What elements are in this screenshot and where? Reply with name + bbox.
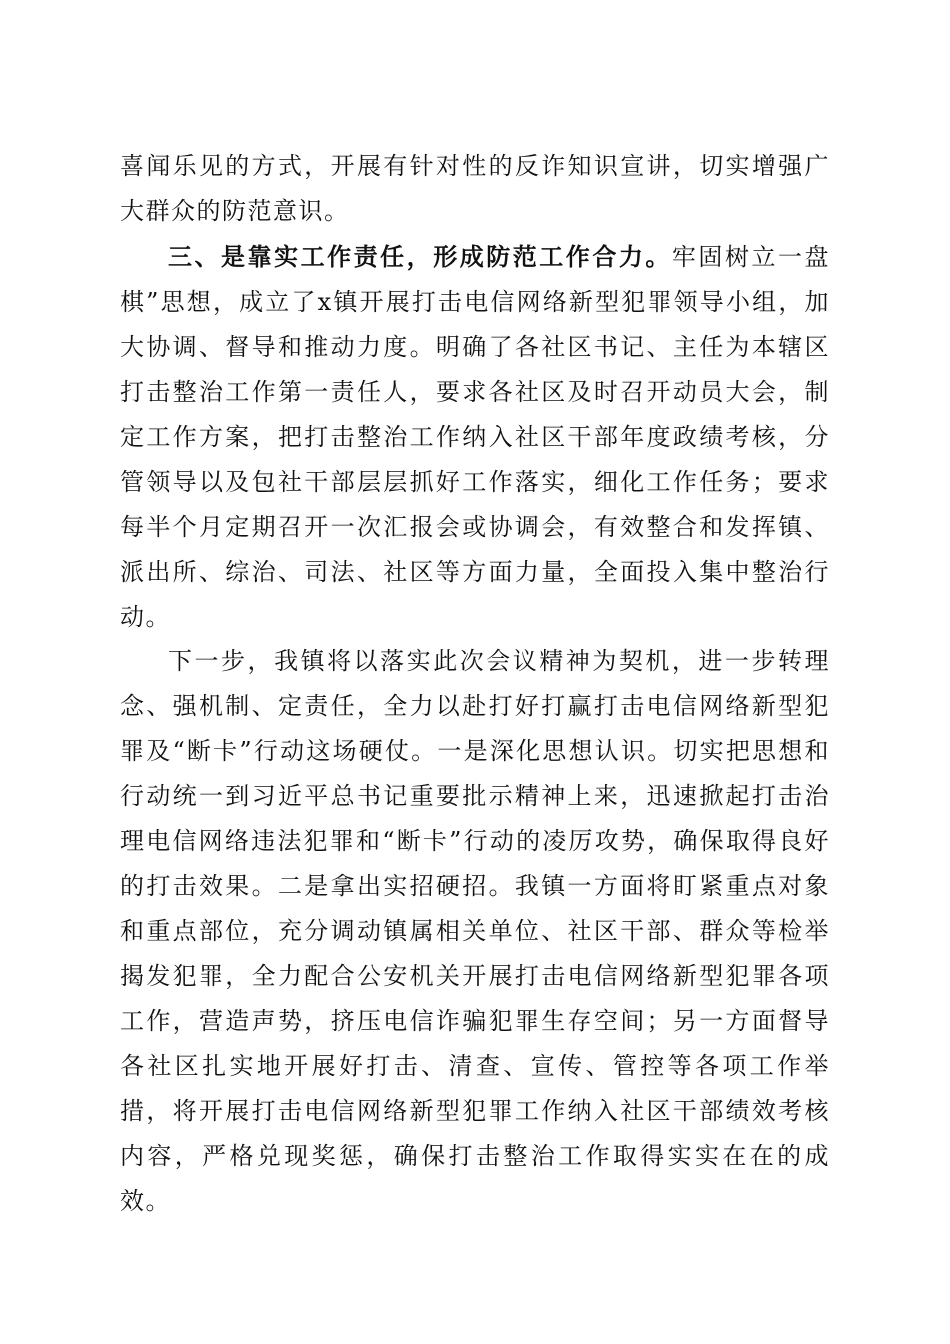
paragraph-continuation bbox=[120, 144, 830, 234]
paragraph-2 bbox=[120, 234, 830, 640]
paragraph-3-text: 下一步，我镇将以落实此次会议精神为契机，进一步转理念、强机制、定责任，全力以赴打好打赢打击电信网络新型犯罪及“断卡”行动这场硬仗。一是深化思想认识。切实把思想和行动统一到习近平总书记重要批示精神上来，迅速掀起打击治理电信网络违法犯罪和“断卡”行动的凌厉攻势，确保取得良好的打击效果。二是拿出实招硬招。我镇一方面将盯紧重点对象和重点部位，充分调动镇属相关单位、社区干部、群众等检举揭发犯罪，全力配合公安机关开展打击电信网络新型犯罪各项工作，营造声势，挤压电信诈骗犯罪生存空间；另一方面督导各社区扎实地开展好打击、清查、宣传、管控等各项工作举措，将开展打击电信网络新型犯罪工作纳入社区干部绩效考核内容，严格兑现奖惩，确保打击整治工作取得实实在在的成效。 bbox=[120, 647, 830, 1215]
paragraph-2-text: 牢固树立一盘棋”思想，成立了x镇开展打击电信网络新型犯罪领导小组，加大协调、督导和推动力度。明确了各社区书记、主任为本辖区打击整治工作第一责任人，要求各社区及时召开动员大会，制定工作方案，把打击整治工作纳入社区干部年度政绩考核，分管领导以及包社干部层层抓好工作落实，细化工作任务；要求每半个月定期召开一次汇报会或协调会，有效整合和发挥镇、派出所、综治、司法、社区等方面力量，全面投入集中整治行动。 bbox=[120, 243, 831, 631]
paragraph-1-text: 喜闻乐见的方式，开展有针对性的反诈知识宣讲，切实增强广大群众的防范意识。 bbox=[120, 152, 830, 225]
paragraph-2-heading: 三、是靠实工作责任，形成防范工作合力。 bbox=[168, 242, 672, 271]
paragraph-next-steps bbox=[120, 639, 830, 1224]
paragraph-responsibility bbox=[120, 234, 830, 640]
